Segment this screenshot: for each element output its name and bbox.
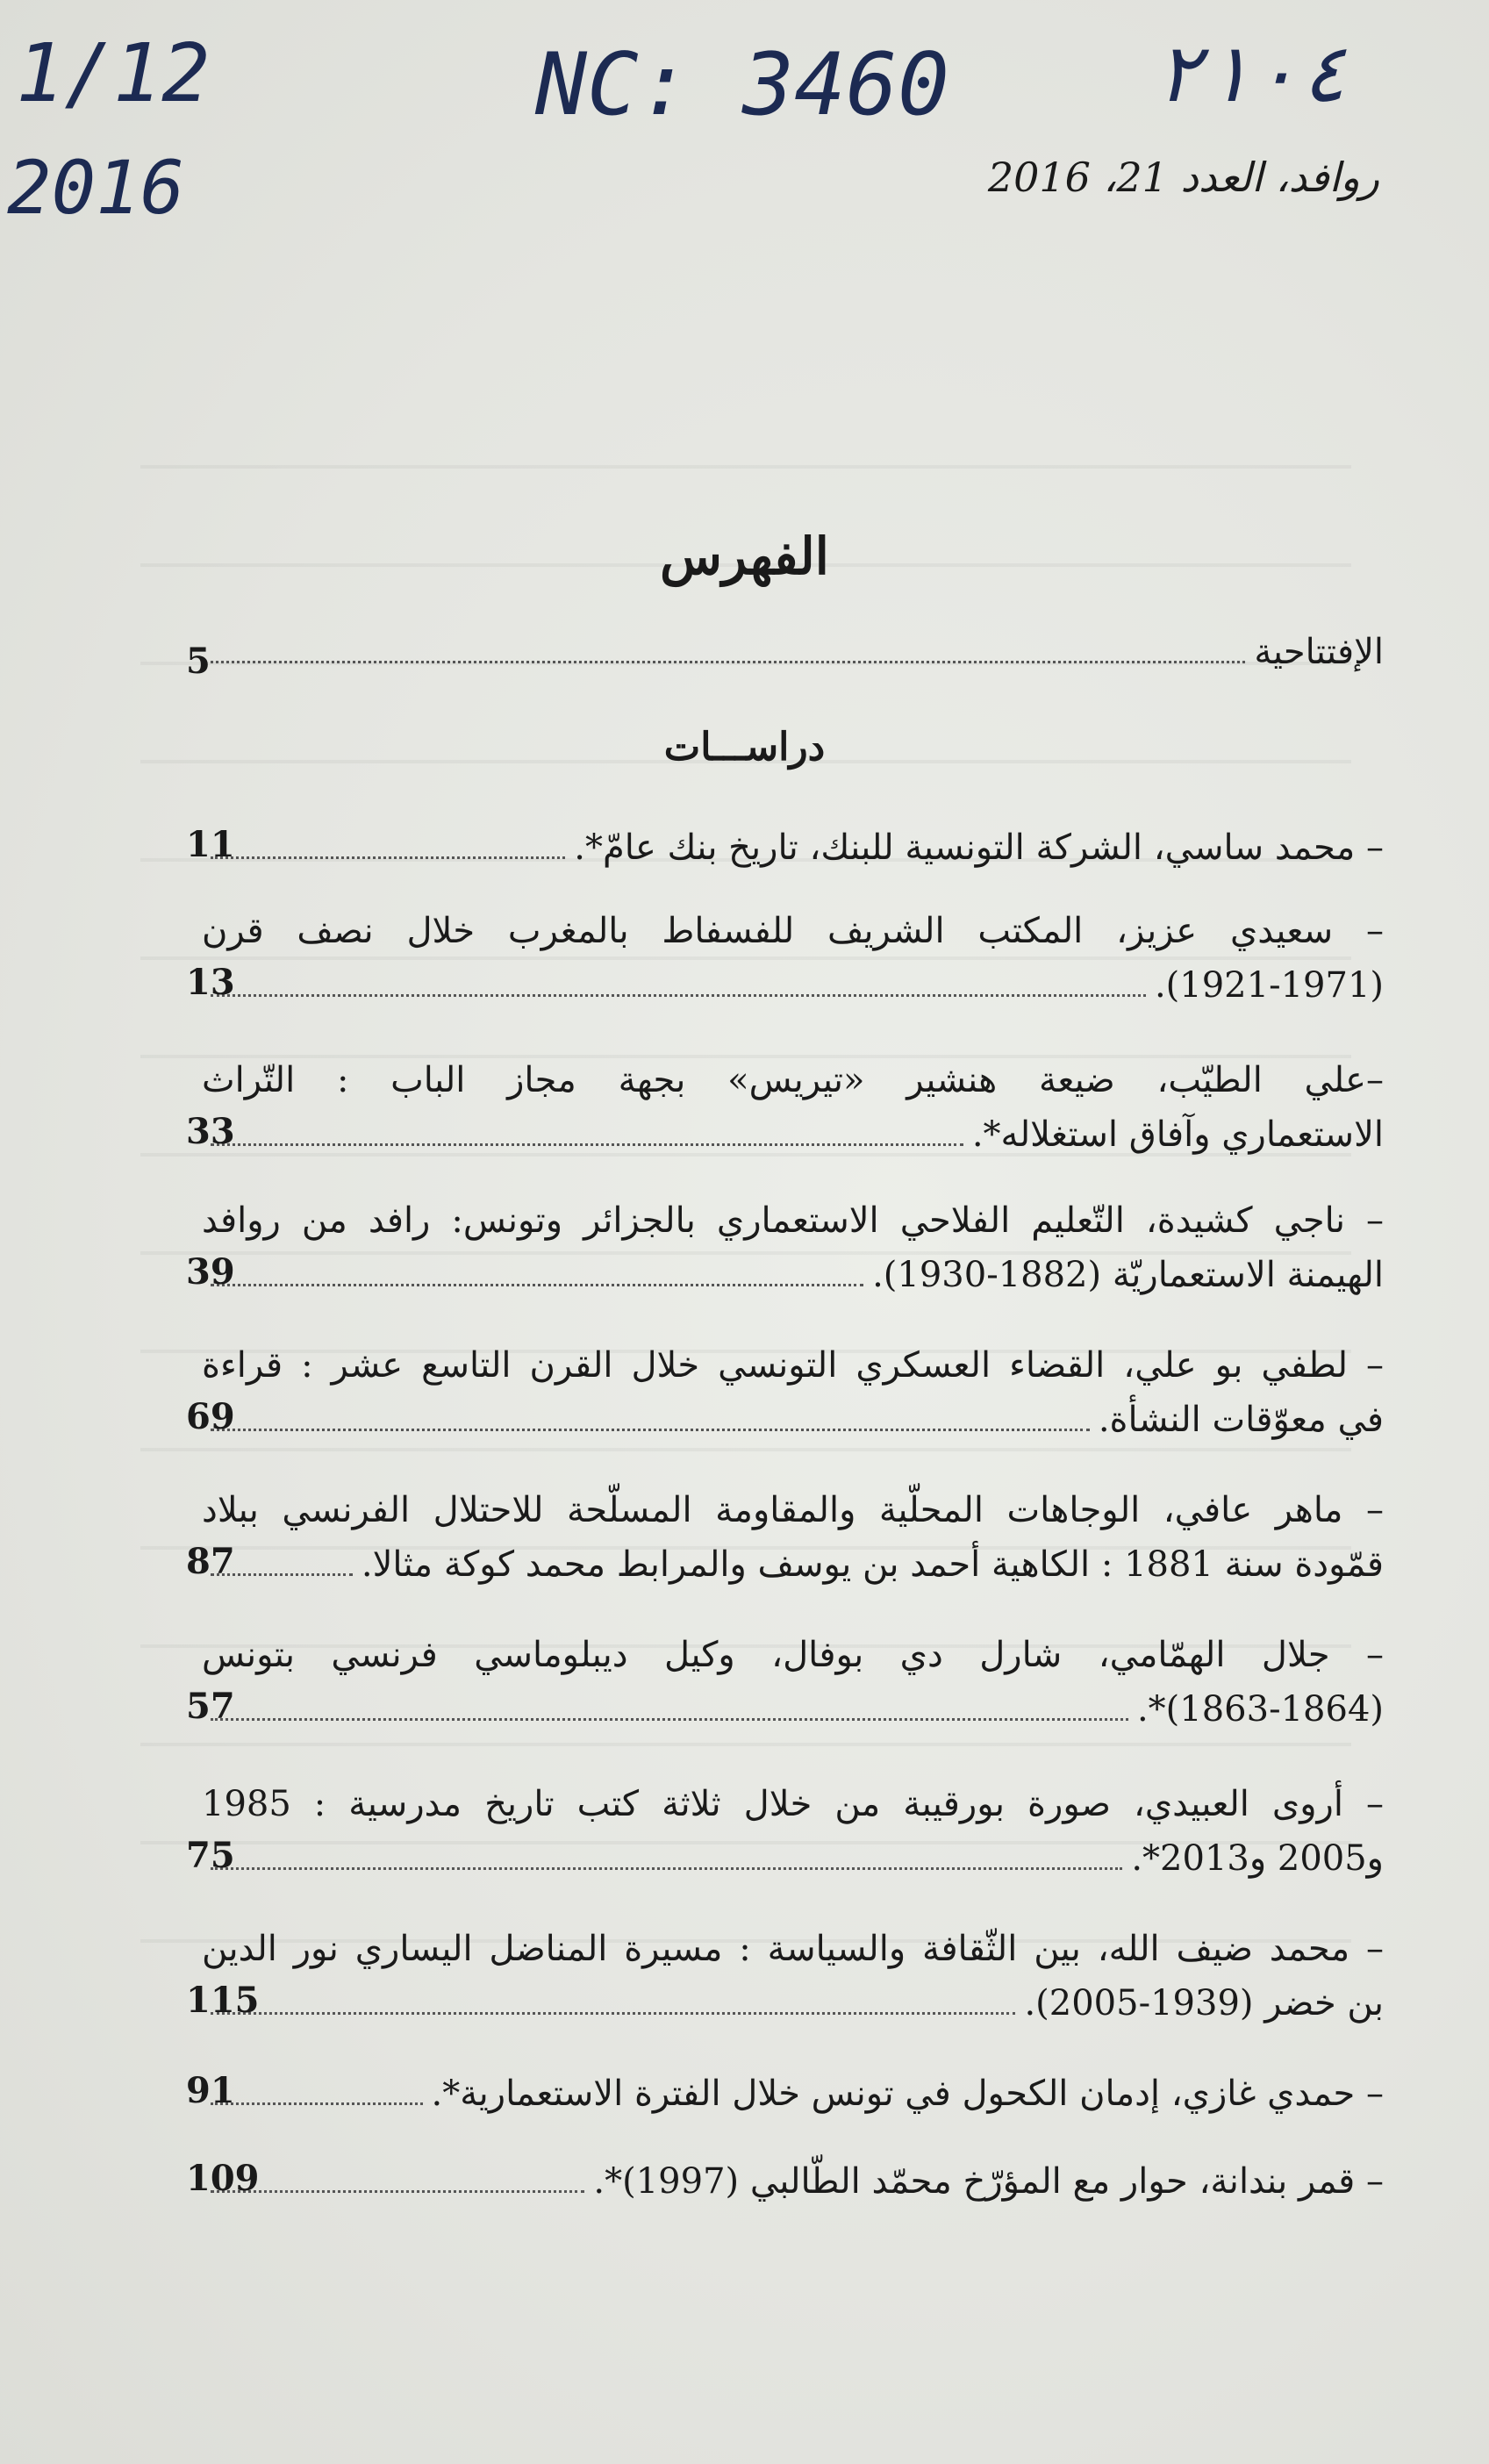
section-heading: دراســـات [663, 725, 826, 770]
toc-entry-text: – جلال الهمّامي، شارل دي بوفال، وكيل ديبلوماسي فرنسي بتونس [202, 1635, 1384, 1675]
toc-entry-page: 109 [186, 2158, 260, 2199]
toc-entry-text: – قمر بندانة، حوار مع المؤرّخ محمّد الطّالبي (1997)*. [593, 2161, 1384, 2202]
toc-entry-text: بن خضر (1939-2005). [1024, 1983, 1384, 2023]
toc-entry [202, 2066, 1384, 2121]
toc-entry-text: الاستعماري وآفاق استغلاله*. [971, 1114, 1384, 1155]
toc-entry [202, 1483, 1384, 1592]
toc-entry-page: 87 [186, 1541, 235, 1582]
toc-entry-text: – أروى العبيدي، صورة بورقيبة من خلال ثلاثة كتب تاريخ مدرسية : 1985 [202, 1784, 1384, 1824]
toc-entry-page: 69 [186, 1396, 235, 1437]
toc-entry-text: – ناجي كشيدة، التّعليم الفلاحي الاستعماري بالجزائر وتونس: رافد من روافد [202, 1200, 1384, 1241]
toc-entry-text: –علي الطيّب، ضيعة هنشير «تيريس» بجهة مجاز الباب : التّراث [202, 1060, 1384, 1100]
toc-entry-text: و2005 و2013*. [1131, 1838, 1384, 1879]
dot-leader [211, 1284, 863, 1286]
toc-entry [202, 2154, 1384, 2209]
toc-entry-page: 39 [186, 1251, 235, 1293]
page-title: الفهرس [660, 526, 829, 586]
dot-leader [211, 1867, 1122, 1870]
toc-entry-text: – محمد ساسي، الشركة التونسية للبنك، تاريخ بنك عامّ*. [574, 827, 1384, 868]
toc-entry-page: 11 [186, 824, 235, 865]
toc-entry-text: – سعيدي عزيز، المكتب الشريف للفسفاط بالمغرب خلال نصف قرن [202, 911, 1384, 951]
toc-entry-page: 115 [186, 1980, 260, 2021]
dot-leader [211, 1429, 1090, 1431]
toc-entry-page: 75 [186, 1835, 235, 1876]
toc-intro-page: 5 [186, 641, 211, 682]
journal-issue-header: روافد، العدد 21، 2016 [987, 154, 1379, 201]
toc-entry-page: 13 [186, 962, 235, 1003]
toc-entry-text: في معوّقات النشأة. [1098, 1400, 1384, 1440]
toc-entry [202, 1193, 1384, 1302]
toc-entry-text: (1921-1971). [1154, 965, 1384, 1006]
toc-entry-text: قمّودة سنة 1881 : الكاهية أحمد بن يوسف والمرابط محمد كوكة مثالا. [361, 1544, 1384, 1585]
handwritten-year: 2016 [7, 145, 185, 231]
toc-intro-label: الإفتتاحية [1254, 632, 1384, 672]
toc-entry [202, 820, 1384, 875]
toc-entry [202, 904, 1384, 1013]
handwritten-left-number: 1/12 [16, 26, 211, 120]
toc-intro-row [202, 625, 1384, 679]
toc-entry [202, 1338, 1384, 1447]
dot-leader [211, 994, 1146, 997]
dot-leader [211, 1718, 1128, 1721]
toc-entry-text: – لطفي بو علي، القضاء العسكري التونسي خلال القرن التاسع عشر : قراءة [202, 1345, 1384, 1386]
handwritten-call-number: NC: 3460 [535, 35, 950, 135]
toc-entry-text: – حمدي غازي، إدمان الكحول في تونس خلال الفترة الاستعمارية*. [431, 2074, 1384, 2114]
toc-entry [202, 1628, 1384, 1737]
toc-entry-page: 57 [186, 1686, 235, 1727]
toc-entry-page: 33 [186, 1111, 235, 1152]
toc-entry [202, 1922, 1384, 2031]
toc-entry [202, 1053, 1384, 1162]
toc-entry-text: – محمد ضيف الله، بين الثّقافة والسياسة : مسيرة المناضل اليساري نور الدين [202, 1929, 1384, 1969]
toc-entry [202, 1777, 1384, 1886]
dot-leader [211, 661, 1245, 663]
toc-entry-text: (1863-1864)*. [1136, 1689, 1384, 1730]
toc-entry-page: 91 [186, 2070, 235, 2111]
dot-leader [211, 2012, 1015, 2015]
toc-entry-text: – ماهر عافي، الوجاهات المحلّية والمقاومة المسلّحة للاحتلال الفرنسي ببلاد [202, 1490, 1384, 1530]
handwritten-code: ٢١٠٤ [1154, 26, 1349, 120]
dot-leader [211, 1143, 963, 1146]
toc-entry-text: الهيمنة الاستعماريّة (1882-1930). [872, 1255, 1384, 1295]
